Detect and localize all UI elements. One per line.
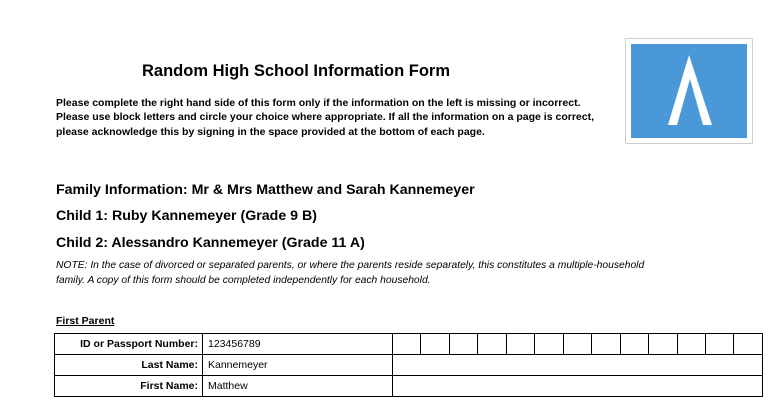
id-passport-value: 123456789 <box>203 334 393 355</box>
id-char-box[interactable] <box>592 334 620 355</box>
id-char-box[interactable] <box>478 334 506 355</box>
table-row <box>55 334 763 355</box>
family-information-heading: Family Information: Mr & Mrs Matthew and Sarah Kannemeyer <box>56 182 475 198</box>
id-char-box[interactable] <box>393 334 421 355</box>
id-char-box[interactable] <box>449 334 477 355</box>
first-parent-label: First Parent <box>56 315 115 327</box>
first-parent-table <box>54 333 763 397</box>
id-char-box[interactable] <box>535 334 563 355</box>
form-instructions: Please complete the right hand side of this form only if the information on the left is missing or incorrect. Please use block letters and circle your choice where appropriate. If all the information on a page is correct, please acknowledge this by signing in the space provided at the bottom of each page. <box>56 97 595 138</box>
last-name-label: Last Name: <box>55 355 203 376</box>
id-char-box[interactable] <box>563 334 591 355</box>
id-char-box[interactable] <box>705 334 733 355</box>
last-name-correction-field[interactable] <box>393 355 763 376</box>
school-logo <box>625 38 753 144</box>
child-1-heading: Child 1: Ruby Kannemeyer (Grade 9 B) <box>56 208 317 224</box>
id-char-box[interactable] <box>506 334 534 355</box>
first-name-label: First Name: <box>55 376 203 397</box>
id-char-box[interactable] <box>677 334 705 355</box>
first-name-value: Matthew <box>203 376 393 397</box>
last-name-value: Kannemeyer <box>203 355 393 376</box>
id-passport-label: ID or Passport Number: <box>55 334 203 355</box>
id-char-box[interactable] <box>734 334 763 355</box>
id-char-box[interactable] <box>649 334 677 355</box>
id-char-box[interactable] <box>421 334 449 355</box>
household-note: NOTE: In the case of divorced or separated parents, or where the parents reside separately, this constitutes a multiple-household family. A copy of this form should be completed independently for each household. <box>56 260 645 286</box>
id-char-box[interactable] <box>620 334 648 355</box>
child-2-heading: Child 2: Alessandro Kannemeyer (Grade 11 A) <box>56 235 365 251</box>
form-title: Random High School Information Form <box>142 62 450 80</box>
table-row <box>55 376 763 397</box>
letter-a-logo-icon <box>626 39 754 145</box>
table-row <box>55 355 763 376</box>
first-name-correction-field[interactable] <box>393 376 763 397</box>
